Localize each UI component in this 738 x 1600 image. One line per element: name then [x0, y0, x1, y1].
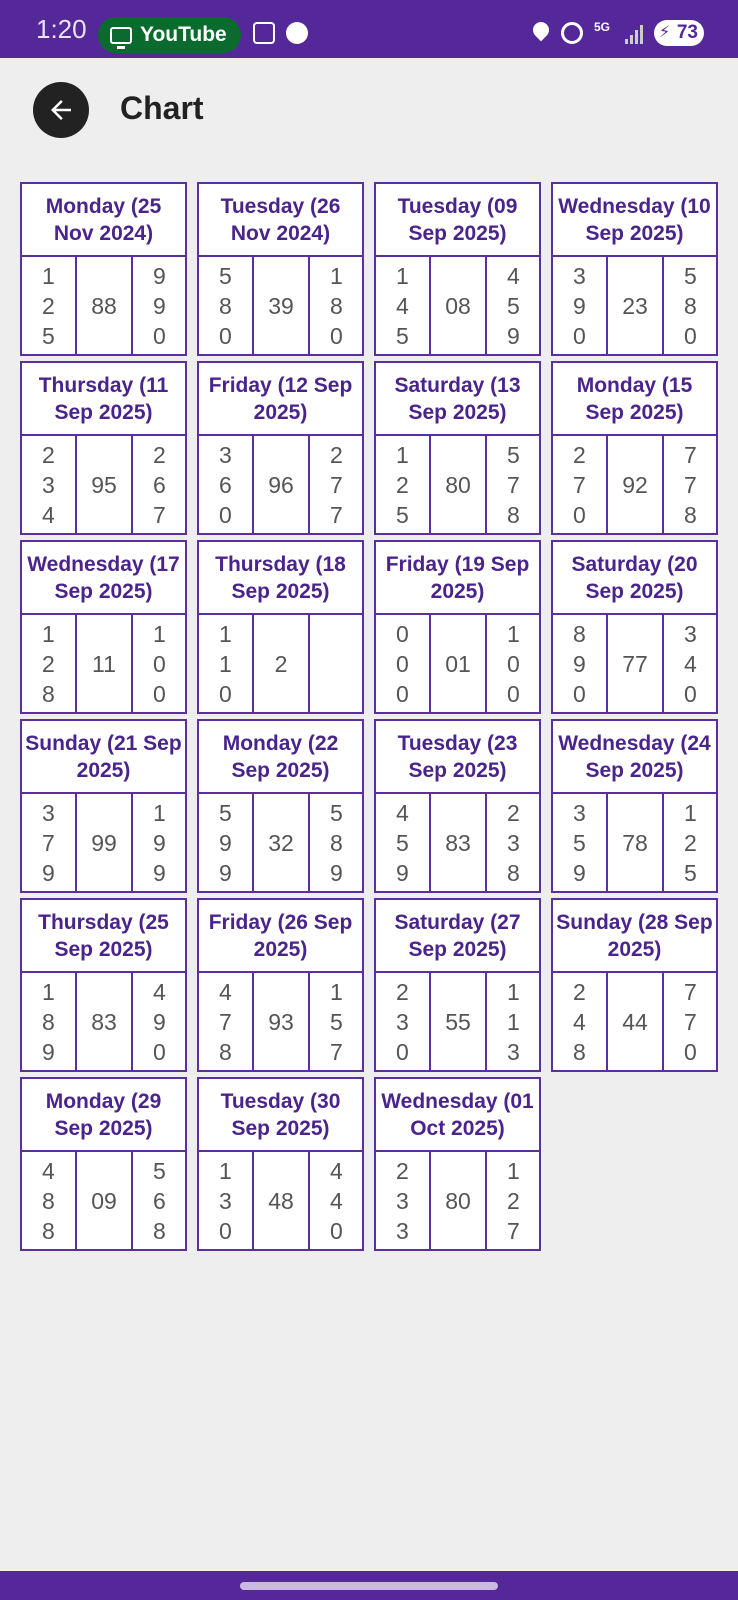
jodi-number: 80 [431, 1152, 487, 1249]
panel-digit: 9 [330, 859, 343, 886]
panel-digit: 7 [219, 1008, 232, 1035]
open-panel-digits [376, 794, 431, 891]
jodi-number: 96 [254, 436, 310, 533]
card-body [553, 794, 716, 891]
panel-digit: 1 [330, 978, 343, 1005]
jodi-number: 44 [608, 973, 664, 1070]
chart-card [551, 540, 718, 714]
panel-digit: 0 [330, 1217, 343, 1244]
open-panel-digits [553, 436, 608, 533]
close-panel-digits [487, 257, 539, 354]
card-body [376, 436, 539, 533]
jodi-number: 77 [608, 615, 664, 712]
panel-digit: 9 [573, 859, 586, 886]
panel-digit: 2 [507, 799, 520, 826]
open-panel-digits [22, 1152, 77, 1249]
open-panel-digits [199, 436, 254, 533]
open-panel-digits [376, 615, 431, 712]
card-date-header: Wednesday (17 Sep 2025) [22, 542, 185, 615]
close-panel-digits [664, 973, 716, 1070]
card-body [553, 615, 716, 712]
panel-digit: 9 [42, 859, 55, 886]
chart-card [20, 1077, 187, 1251]
location-icon [533, 22, 549, 44]
open-panel-digits [376, 1152, 431, 1249]
panel-digit: 7 [330, 501, 343, 528]
panel-digit: 3 [219, 1187, 232, 1214]
panel-digit: 8 [153, 1217, 166, 1244]
panel-digit: 0 [684, 680, 697, 707]
jodi-number: 32 [254, 794, 310, 891]
panel-digit: 3 [219, 441, 232, 468]
panel-digit: 7 [330, 1038, 343, 1065]
panel-digit: 0 [573, 680, 586, 707]
panel-digit: 5 [330, 799, 343, 826]
panel-digit: 1 [153, 620, 166, 647]
close-panel-digits [310, 973, 362, 1070]
hotspot-icon [561, 22, 583, 44]
navigation-bar [0, 1571, 738, 1600]
chart-grid [20, 182, 720, 1251]
panel-digit: 3 [396, 1187, 409, 1214]
panel-digit: 5 [219, 799, 232, 826]
panel-digit: 3 [396, 1008, 409, 1035]
jodi-number: 83 [77, 973, 133, 1070]
close-panel-digits [133, 794, 185, 891]
close-panel-digits [133, 1152, 185, 1249]
panel-digit: 2 [573, 441, 586, 468]
jodi-number: 23 [608, 257, 664, 354]
chart-card [374, 898, 541, 1072]
youtube-cast-pill[interactable] [98, 17, 241, 53]
panel-digit: 3 [42, 471, 55, 498]
chart-card [197, 898, 364, 1072]
panel-digit: 1 [507, 1008, 520, 1035]
panel-digit: 7 [507, 471, 520, 498]
chart-card [197, 361, 364, 535]
network-type-icon: 5G [594, 20, 611, 34]
panel-digit: 5 [507, 292, 520, 319]
open-panel-digits [22, 257, 77, 354]
open-panel-digits [199, 257, 254, 354]
open-panel-digits [199, 973, 254, 1070]
panel-digit: 1 [396, 441, 409, 468]
panel-digit: 0 [396, 620, 409, 647]
panel-digit: 0 [684, 1038, 697, 1065]
close-panel-digits [133, 436, 185, 533]
panel-digit: 7 [507, 1217, 520, 1244]
youtube-pill-label: YouTube [140, 23, 227, 46]
open-panel-digits [553, 794, 608, 891]
panel-digit: 1 [42, 978, 55, 1005]
open-panel-digits [553, 615, 608, 712]
chart-card [374, 361, 541, 535]
panel-digit: 1 [330, 262, 343, 289]
panel-digit: 4 [42, 501, 55, 528]
panel-digit: 0 [219, 1217, 232, 1244]
card-body [199, 436, 362, 533]
panel-digit: 7 [684, 471, 697, 498]
panel-digit: 8 [330, 829, 343, 856]
jodi-number: 80 [431, 436, 487, 533]
arrow-left-icon [46, 95, 76, 125]
panel-digit: 9 [396, 859, 409, 886]
panel-digit: 0 [573, 501, 586, 528]
panel-digit: 7 [684, 978, 697, 1005]
card-body [376, 973, 539, 1070]
panel-digit: 0 [507, 650, 520, 677]
panel-digit: 0 [153, 322, 166, 349]
jodi-number: 55 [431, 973, 487, 1070]
panel-digit: 8 [219, 1038, 232, 1065]
card-body [22, 257, 185, 354]
chart-card [374, 719, 541, 893]
panel-digit: 5 [330, 1008, 343, 1035]
panel-digit: 7 [42, 829, 55, 856]
chart-card [551, 361, 718, 535]
close-panel-digits [487, 973, 539, 1070]
card-date-header: Friday (26 Sep 2025) [199, 900, 362, 973]
chart-card [374, 540, 541, 714]
panel-digit: 1 [507, 1157, 520, 1184]
panel-digit: 4 [153, 978, 166, 1005]
back-button[interactable] [33, 82, 89, 138]
panel-digit: 9 [573, 650, 586, 677]
panel-digit: 1 [153, 799, 166, 826]
jodi-number: 01 [431, 615, 487, 712]
card-body [553, 973, 716, 1070]
panel-digit: 1 [396, 262, 409, 289]
panel-digit: 5 [507, 441, 520, 468]
panel-digit: 0 [219, 322, 232, 349]
jodi-number: 78 [608, 794, 664, 891]
screen-capture-icon [253, 22, 275, 44]
jodi-number: 99 [77, 794, 133, 891]
panel-digit: 6 [219, 471, 232, 498]
panel-digit [330, 619, 362, 649]
close-panel-digits [133, 615, 185, 712]
open-panel-digits [22, 794, 77, 891]
chart-card [374, 182, 541, 356]
panel-digit: 5 [396, 501, 409, 528]
panel-digit: 2 [396, 1157, 409, 1184]
chart-card [551, 898, 718, 1072]
chart-card [197, 540, 364, 714]
panel-digit: 0 [153, 1038, 166, 1065]
close-panel-digits [487, 615, 539, 712]
panel-digit: 1 [219, 1157, 232, 1184]
panel-digit: 0 [396, 1038, 409, 1065]
panel-digit: 0 [573, 322, 586, 349]
close-panel-digits [487, 1152, 539, 1249]
panel-digit: 0 [219, 501, 232, 528]
panel-digit: 9 [42, 1038, 55, 1065]
card-date-header: Monday (29 Sep 2025) [22, 1079, 185, 1152]
open-panel-digits [376, 973, 431, 1070]
panel-digit: 7 [684, 441, 697, 468]
open-panel-digits [22, 973, 77, 1070]
open-panel-digits [199, 794, 254, 891]
jodi-number: 39 [254, 257, 310, 354]
panel-digit: 4 [330, 1187, 343, 1214]
panel-digit: 7 [330, 471, 343, 498]
close-panel-digits [664, 257, 716, 354]
panel-digit: 3 [573, 799, 586, 826]
panel-digit: 6 [153, 1187, 166, 1214]
close-panel-digits [664, 794, 716, 891]
panel-digit: 9 [507, 322, 520, 349]
panel-digit: 2 [153, 441, 166, 468]
card-date-header: Monday (22 Sep 2025) [199, 721, 362, 794]
page-title: Chart [120, 90, 204, 126]
battery-icon: ⚡ 73 [654, 20, 704, 46]
card-date-header: Friday (19 Sep 2025) [376, 542, 539, 615]
panel-digit: 1 [507, 978, 520, 1005]
card-date-header: Thursday (11 Sep 2025) [22, 363, 185, 436]
card-body [376, 794, 539, 891]
panel-digit: 8 [684, 292, 697, 319]
card-body [22, 794, 185, 891]
panel-digit: 9 [153, 829, 166, 856]
card-date-header: Sunday (28 Sep 2025) [553, 900, 716, 973]
panel-digit: 1 [507, 620, 520, 647]
close-panel-digits [310, 436, 362, 533]
card-date-header: Tuesday (23 Sep 2025) [376, 721, 539, 794]
panel-digit: 2 [42, 292, 55, 319]
tv-icon [110, 27, 132, 44]
panel-digit: 4 [396, 799, 409, 826]
panel-digit: 9 [153, 1008, 166, 1035]
card-date-header: Sunday (21 Sep 2025) [22, 721, 185, 794]
open-panel-digits [376, 257, 431, 354]
panel-digit: 9 [153, 292, 166, 319]
panel-digit: 5 [684, 859, 697, 886]
panel-digit: 8 [42, 1008, 55, 1035]
close-panel-digits [664, 436, 716, 533]
panel-digit: 0 [396, 680, 409, 707]
jodi-number: 83 [431, 794, 487, 891]
card-date-header: Saturday (13 Sep 2025) [376, 363, 539, 436]
panel-digit: 8 [573, 1038, 586, 1065]
panel-digit: 9 [153, 859, 166, 886]
chart-card [20, 540, 187, 714]
card-body [199, 794, 362, 891]
card-body [22, 615, 185, 712]
card-date-header: Thursday (18 Sep 2025) [199, 542, 362, 615]
panel-digit: 3 [396, 1217, 409, 1244]
card-body [376, 257, 539, 354]
card-body [553, 257, 716, 354]
panel-digit: 5 [153, 1157, 166, 1184]
card-body [376, 1152, 539, 1249]
panel-digit: 4 [42, 1157, 55, 1184]
jodi-number: 2 [254, 615, 310, 712]
panel-digit: 4 [396, 292, 409, 319]
panel-digit: 9 [219, 829, 232, 856]
panel-digit: 6 [153, 471, 166, 498]
chart-card [374, 1077, 541, 1251]
card-date-header: Monday (15 Sep 2025) [553, 363, 716, 436]
panel-digit: 4 [330, 1157, 343, 1184]
chart-card [551, 719, 718, 893]
status-time: 1:20 [36, 14, 87, 44]
panel-digit: 2 [573, 978, 586, 1005]
panel-digit: 5 [684, 262, 697, 289]
close-panel-digits [133, 257, 185, 354]
panel-digit: 1 [219, 620, 232, 647]
panel-digit: 4 [507, 262, 520, 289]
card-body [199, 1152, 362, 1249]
panel-digit [330, 649, 362, 679]
close-panel-digits [133, 973, 185, 1070]
close-panel-digits [664, 615, 716, 712]
panel-digit: 0 [684, 322, 697, 349]
close-panel-digits [310, 794, 362, 891]
panel-digit: 8 [219, 292, 232, 319]
panel-digit: 2 [507, 1187, 520, 1214]
card-date-header: Wednesday (01 Oct 2025) [376, 1079, 539, 1152]
close-panel-digits [487, 436, 539, 533]
open-panel-digits [199, 615, 254, 712]
panel-digit: 3 [42, 799, 55, 826]
card-date-header: Monday (25 Nov 2024) [22, 184, 185, 257]
panel-digit: 2 [684, 829, 697, 856]
open-panel-digits [22, 615, 77, 712]
open-panel-digits [199, 1152, 254, 1249]
home-gesture-handle[interactable] [240, 1582, 498, 1590]
panel-digit: 9 [219, 859, 232, 886]
panel-digit: 3 [507, 829, 520, 856]
panel-digit: 4 [573, 1008, 586, 1035]
open-panel-digits [22, 436, 77, 533]
panel-digit: 2 [330, 441, 343, 468]
panel-digit: 8 [42, 1217, 55, 1244]
jodi-number: 08 [431, 257, 487, 354]
card-body [22, 973, 185, 1070]
panel-digit: 0 [396, 650, 409, 677]
card-date-header: Tuesday (26 Nov 2024) [199, 184, 362, 257]
open-panel-digits [553, 257, 608, 354]
card-body [22, 436, 185, 533]
jodi-number: 92 [608, 436, 664, 533]
panel-digit: 0 [153, 680, 166, 707]
close-panel-digits [487, 794, 539, 891]
panel-digit: 7 [573, 471, 586, 498]
card-date-header: Thursday (25 Sep 2025) [22, 900, 185, 973]
panel-digit: 9 [153, 262, 166, 289]
jodi-number: 88 [77, 257, 133, 354]
panel-digit: 5 [396, 829, 409, 856]
panel-digit: 2 [42, 441, 55, 468]
panel-digit: 8 [42, 1187, 55, 1214]
panel-digit: 3 [684, 620, 697, 647]
chart-card [197, 719, 364, 893]
card-body [22, 1152, 185, 1249]
panel-digit: 8 [573, 620, 586, 647]
panel-digit: 0 [153, 650, 166, 677]
panel-digit: 8 [684, 501, 697, 528]
card-body [376, 615, 539, 712]
jodi-number: 48 [254, 1152, 310, 1249]
panel-digit: 5 [219, 262, 232, 289]
card-date-header: Saturday (27 Sep 2025) [376, 900, 539, 973]
panel-digit: 2 [396, 978, 409, 1005]
status-bar [0, 0, 738, 58]
panel-digit: 1 [684, 799, 697, 826]
jodi-number: 93 [254, 973, 310, 1070]
open-panel-digits [553, 973, 608, 1070]
panel-digit: 1 [42, 620, 55, 647]
chart-card [197, 1077, 364, 1251]
card-body [199, 973, 362, 1070]
panel-digit: 4 [219, 978, 232, 1005]
panel-digit: 2 [42, 650, 55, 677]
card-date-header: Tuesday (30 Sep 2025) [199, 1079, 362, 1152]
card-body [199, 615, 362, 712]
panel-digit: 8 [507, 859, 520, 886]
chart-card [551, 182, 718, 356]
panel-digit: 0 [330, 322, 343, 349]
signal-icon [625, 22, 643, 44]
card-date-header: Tuesday (09 Sep 2025) [376, 184, 539, 257]
close-panel-digits [310, 1152, 362, 1249]
panel-digit: 1 [42, 262, 55, 289]
jodi-number: 09 [77, 1152, 133, 1249]
panel-digit: 3 [573, 262, 586, 289]
jodi-number: 11 [77, 615, 133, 712]
panel-digit: 0 [219, 680, 232, 707]
panel-digit: 8 [507, 501, 520, 528]
panel-digit: 3 [507, 1038, 520, 1065]
card-date-header: Wednesday (10 Sep 2025) [553, 184, 716, 257]
panel-digit: 8 [42, 680, 55, 707]
panel-digit: 5 [396, 322, 409, 349]
panel-digit: 7 [153, 501, 166, 528]
card-date-header: Friday (12 Sep 2025) [199, 363, 362, 436]
panel-digit: 5 [42, 322, 55, 349]
chart-card [20, 182, 187, 356]
panel-digit: 0 [507, 680, 520, 707]
panel-digit: 1 [219, 650, 232, 677]
panel-digit: 5 [573, 829, 586, 856]
call-icon [286, 22, 308, 44]
chart-card [20, 361, 187, 535]
chart-card [20, 719, 187, 893]
close-panel-digits [310, 257, 362, 354]
close-panel-digits [310, 615, 362, 712]
panel-digit [330, 679, 362, 709]
jodi-number: 95 [77, 436, 133, 533]
panel-digit: 8 [330, 292, 343, 319]
panel-digit: 7 [684, 1008, 697, 1035]
panel-digit: 2 [396, 471, 409, 498]
card-date-header: Wednesday (24 Sep 2025) [553, 721, 716, 794]
card-date-header: Saturday (20 Sep 2025) [553, 542, 716, 615]
panel-digit: 4 [684, 650, 697, 677]
chart-card [197, 182, 364, 356]
panel-digit: 9 [573, 292, 586, 319]
card-body [553, 436, 716, 533]
chart-card [20, 898, 187, 1072]
card-body [199, 257, 362, 354]
open-panel-digits [376, 436, 431, 533]
